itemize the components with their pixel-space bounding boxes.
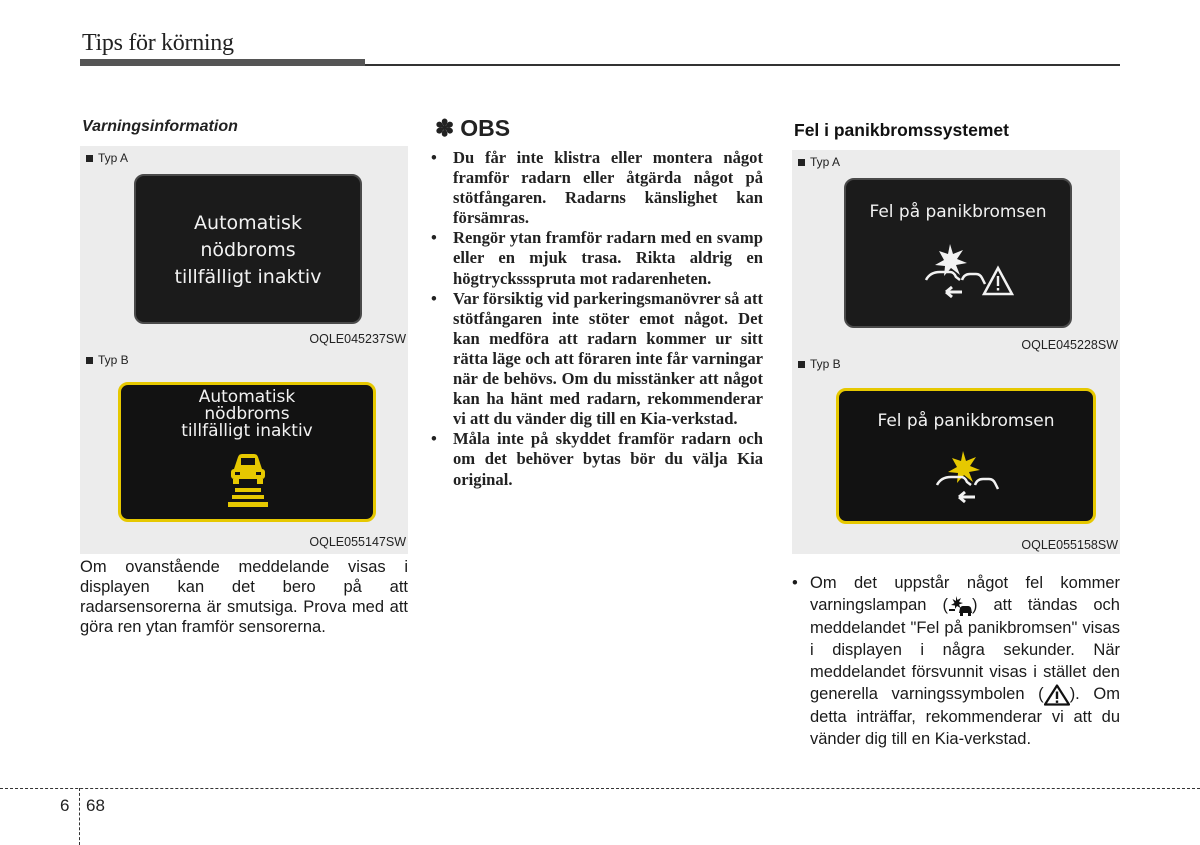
page-header-title: Tips för körning: [82, 30, 234, 56]
paragraph-text: ) att tändas och meddelandet "Fel på panikbromsen" visas i displayen i några sekunder. När meddelandet försvunnit visas i stället den generella varningssymbolen (: [810, 596, 1120, 704]
figure-type-a-left: [80, 146, 408, 350]
list-item: • Rengör ytan framför radarn med en svamp eller en mjuk trasa. Rikta aldrig en högtryckssspruta mot radarenheten.: [427, 228, 763, 288]
figure-label-text: Typ B: [810, 357, 841, 371]
display-screen: [836, 388, 1096, 524]
display-screen: [844, 178, 1072, 328]
screen-line: Automatisk: [194, 212, 302, 234]
aeb-collision-warning-icon: [920, 240, 1020, 306]
footer-dashed-rule: [0, 788, 1200, 789]
figure-label: [798, 155, 840, 169]
aeb-fault-icon: [925, 449, 1005, 509]
display-screen: [118, 382, 376, 522]
screen-message: Fel på panikbromsen: [869, 202, 1047, 222]
bullet-dot: •: [792, 574, 798, 592]
section-number: 6: [60, 796, 70, 815]
paragraph-text: ). Om detta inträffar, rekommenderar vi att du vänder dig till en Kia-verkstad.: [810, 685, 1121, 749]
header-accent-bar: [80, 59, 365, 66]
footer-dashed-divider: [79, 788, 80, 845]
screen-message: Fel på panikbromsen: [877, 411, 1055, 431]
screen-message: [136, 210, 360, 291]
figure-type-a-right: [792, 150, 1120, 354]
figure-code: OQLE045228SW: [1021, 338, 1118, 352]
screen-line: nödbroms: [200, 239, 296, 261]
paragraph-radar-dirty: Om ovanstående meddelande visas i displayen kan det bero på att radarsensorerna är smutsiga. Prova med att göra ren ytan framför sensorerna.: [80, 558, 408, 636]
aeb-lane-car-icon: [221, 447, 275, 513]
square-bullet-icon: [798, 159, 805, 166]
obs-title-text: OBS: [460, 115, 511, 141]
paragraph-text: Om det uppstår något fel kommer varningslampan (: [810, 574, 1120, 615]
paragraph-panic-brake-fault: [792, 572, 1120, 751]
figure-label: [86, 151, 128, 165]
list-item: • Var försiktig vid parkeringsmanövrer så att stötfångaren inte stöter emot något. Det kan medföra att radarn kommer ur sitt rätta läge och att föraren inte får varningar när de behövs. Om du misstänker att något kan ha hänt med radarn, rekommenderar vi att du vänder dig till en Kia-verkstad.: [427, 289, 763, 430]
general-warning-triangle-icon: [1044, 684, 1070, 706]
aeb-warning-lamp-icon: [948, 596, 972, 616]
screen-line: tillfälligt inaktiv: [174, 266, 322, 288]
figure-label: [798, 357, 841, 371]
list-item: • Du får inte klistra eller montera något framför radarn eller åtgärda något på stötfångaren. Radarns känslighet kan försämras.: [427, 148, 763, 228]
figure-label: [86, 353, 129, 367]
section-heading-warning-info: Varningsinformation: [82, 118, 238, 135]
square-bullet-icon: [86, 155, 93, 162]
screen-line: nödbroms: [204, 404, 290, 424]
page-number: 68: [86, 796, 105, 815]
screen-line: tillfälligt inaktiv: [181, 421, 313, 441]
figure-label-text: Typ A: [98, 151, 129, 165]
figure-code: OQLE045237SW: [309, 332, 406, 346]
figure-type-b-right: [792, 354, 1120, 554]
obs-list: [427, 148, 763, 490]
list-item: • Måla inte på skyddet framför radarn och om det behöver bytas bör du välja Kia original.: [427, 429, 763, 489]
screen-message: [121, 389, 373, 440]
obs-heading: [435, 115, 510, 142]
figure-code: OQLE055158SW: [1021, 538, 1118, 552]
asterisk-icon: ✽: [435, 115, 455, 141]
square-bullet-icon: [798, 361, 805, 368]
screen-line: Automatisk: [198, 387, 296, 407]
figure-type-b-left: [80, 350, 408, 554]
figure-label-text: Typ B: [98, 353, 129, 367]
figure-code: OQLE055147SW: [309, 535, 406, 549]
figure-label-text: Typ A: [810, 155, 841, 169]
section-heading-panic-brake-fault: Fel i panikbromssystemet: [794, 120, 1009, 140]
square-bullet-icon: [86, 357, 93, 364]
display-screen: [134, 174, 362, 324]
